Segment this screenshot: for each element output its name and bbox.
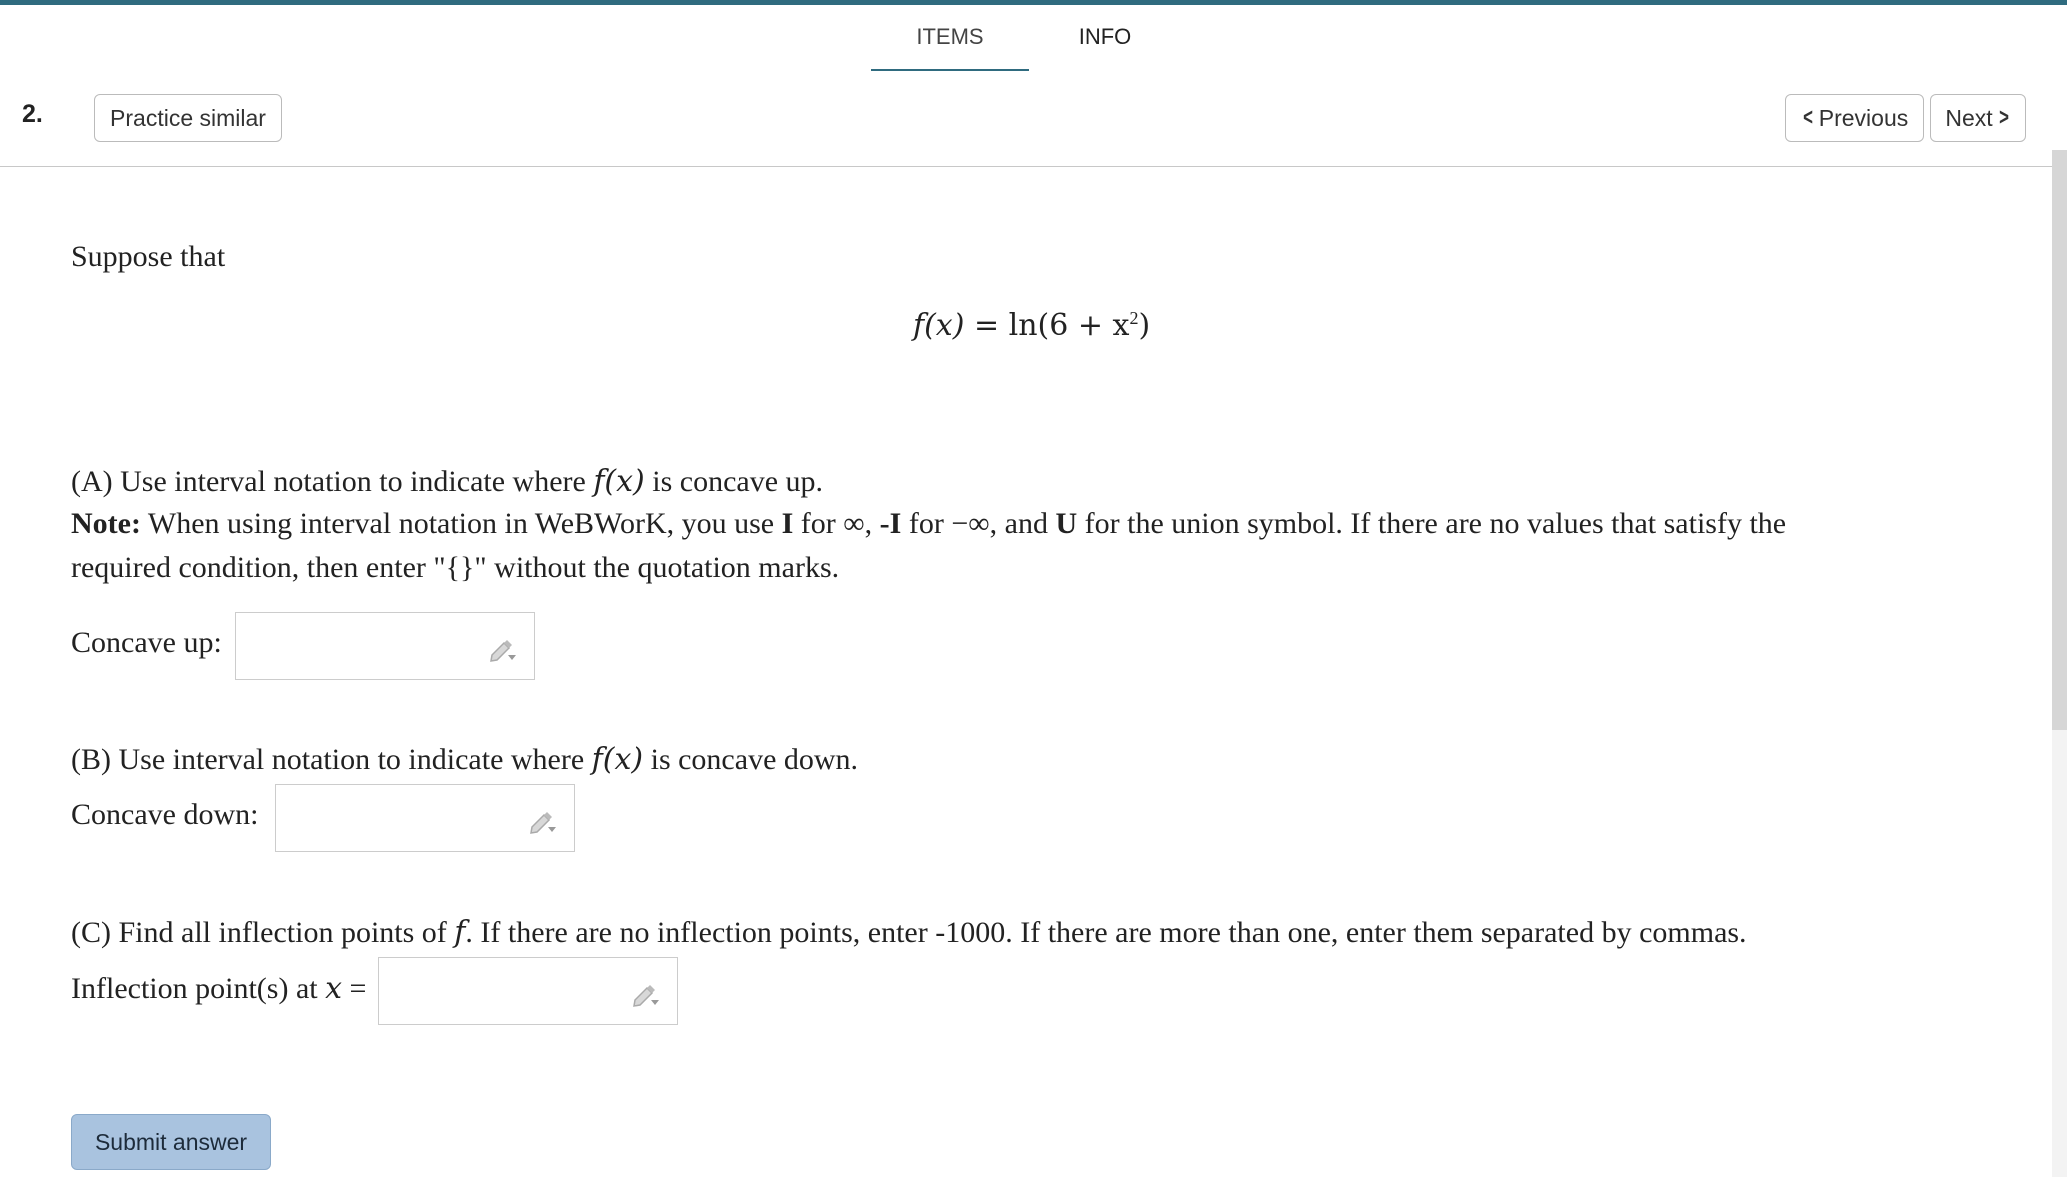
function-formula [913,308,1150,343]
previous-label: Previous [1818,104,1909,131]
formula-lhs: f(x) = [913,308,1009,343]
tab-bar [0,5,2067,71]
concave-down-label: Concave down: [71,798,259,831]
problem-intro: Suppose that [71,240,226,273]
part-a-note: Note: When using interval notation in WeBWorK, you use I for ∞, -I for −∞, and U for the union symbol. If there are no values that satisfy the [71,507,1787,540]
inflection-points-input[interactable] [378,957,678,1025]
pencil-icon [528,807,560,835]
part-a-note-line2: required condition, then enter "{}" without the quotation marks. [71,551,840,584]
pencil-icon [631,980,663,1008]
practice-similar-button[interactable]: Practice similar [94,94,282,142]
previous-button[interactable] [1785,94,1924,142]
submit-answer-button[interactable]: Submit answer [71,1114,271,1170]
concave-up-input[interactable] [235,612,535,680]
concave-up-label: Concave up: [71,626,222,659]
next-label: Next [1945,104,1993,131]
header-divider [0,166,2052,167]
concave-down-input[interactable] [275,784,575,852]
scrollbar-thumb[interactable] [2052,150,2067,730]
tab-info[interactable]: INFO [1078,24,1132,49]
part-a-question: (A) Use interval notation to indicate where f(x) is concave up. [71,464,824,499]
pencil-icon [488,635,520,663]
inflection-label: Inflection point(s) at x = [71,971,367,1006]
scrollbar[interactable] [2052,150,2067,1177]
note-label: Note: [71,507,141,540]
formula-rhs: ln(6 + x [1008,308,1130,343]
chevron-left-icon: < [1802,104,1813,131]
question-number: 2. [22,100,43,128]
formula-exponent: 2 [1129,308,1139,328]
part-c-question: (C) Find all inflection points of f. If there are no inflection points, enter -1000. If there are more than one, enter them separated by commas. [71,915,1747,950]
formula-close: ) [1138,308,1151,343]
chevron-right-icon: > [1998,104,2009,131]
next-button[interactable] [1930,94,2026,142]
tab-items[interactable]: ITEMS [871,5,1029,71]
part-b-question: (B) Use interval notation to indicate where f(x) is concave down. [71,742,859,777]
